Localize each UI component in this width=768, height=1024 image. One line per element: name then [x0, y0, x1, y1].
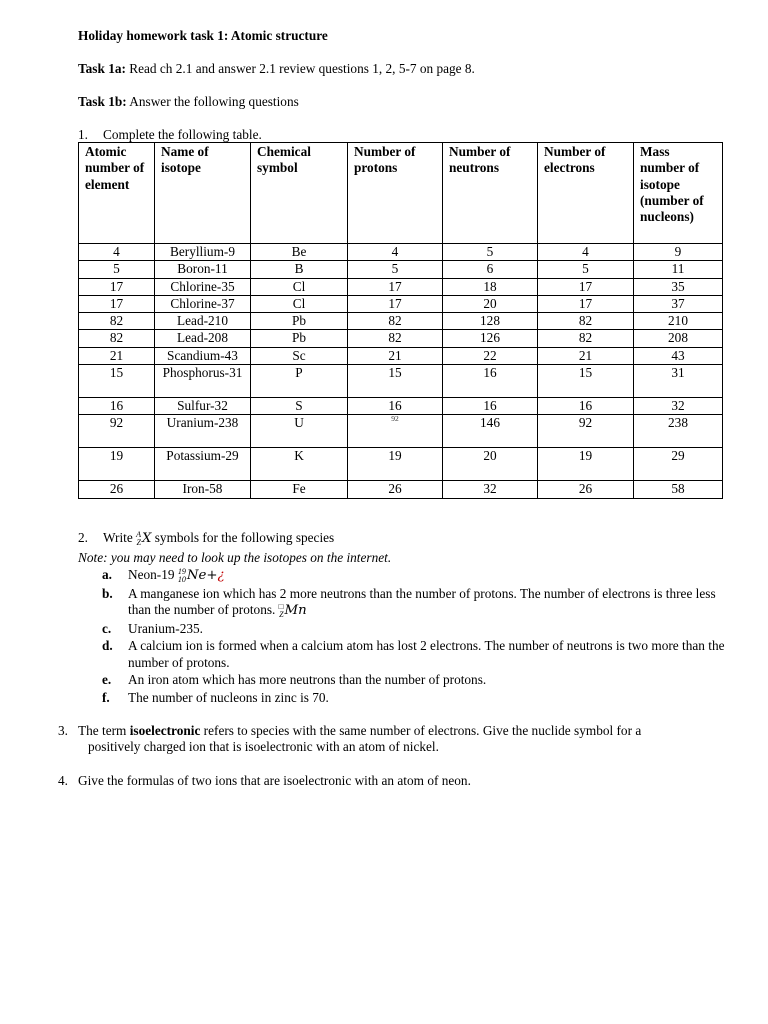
task-1b-text: Answer the following questions	[126, 94, 299, 109]
cell-protons: 16	[348, 398, 443, 415]
cell-neutrons: 22	[443, 347, 538, 364]
table-row	[79, 278, 723, 295]
question-4	[58, 773, 471, 789]
cell-neutrons: 20	[443, 448, 538, 481]
cell-chemical-symbol: U	[251, 415, 348, 448]
cell-isotope-name: Scandium-43	[155, 347, 251, 364]
question-2-note: Note: you may need to look up the isotopes on the internet.	[78, 550, 392, 565]
cell-mass-number: 210	[634, 313, 723, 330]
cell-electrons: 17	[538, 278, 634, 295]
atomic-number-symbol: Z	[136, 537, 141, 547]
cell-atomic-number: 4	[79, 244, 155, 261]
cell-atomic-number: 82	[79, 330, 155, 347]
manganese-nuclide-numbers	[279, 603, 284, 619]
part-b-label: b.	[102, 585, 113, 601]
cell-mass-number: 43	[634, 347, 723, 364]
cell-isotope-name: Iron-58	[155, 481, 251, 498]
cell-atomic-number: 19	[79, 448, 155, 481]
cell-atomic-number: 92	[79, 415, 155, 448]
cell-electrons: 92	[538, 415, 634, 448]
question-3	[58, 723, 726, 755]
cell-chemical-symbol: Pb	[251, 313, 348, 330]
neon-charge: +	[206, 568, 218, 583]
cell-mass-number: 238	[634, 415, 723, 448]
cell-mass-number: 35	[634, 278, 723, 295]
cell-isotope-name: Phosphorus-31	[155, 365, 251, 398]
cell-atomic-number: 5	[79, 261, 155, 278]
question-3-term: isoelectronic	[129, 723, 201, 738]
cell-neutrons: 20	[443, 295, 538, 312]
cell-isotope-name: Sulfur-32	[155, 398, 251, 415]
table-row	[79, 295, 723, 312]
cell-chemical-symbol: Cl	[251, 278, 348, 295]
table-row	[79, 398, 723, 415]
cell-neutrons: 16	[443, 398, 538, 415]
part-f	[102, 689, 728, 707]
cell-isotope-name: Chlorine-35	[155, 278, 251, 295]
question-2	[78, 530, 334, 547]
header-isotope-name: Name of isotope	[155, 143, 251, 244]
cell-electrons: 15	[538, 365, 634, 398]
cell-mass-number: 208	[634, 330, 723, 347]
cell-isotope-name: Chlorine-37	[155, 295, 251, 312]
table-row	[79, 261, 723, 278]
part-d-text: A calcium ion is formed when a calcium atom has lost 2 electrons. The number of neutrons is two more than the number of protons.	[128, 638, 725, 670]
part-c-text: Uranium-235.	[128, 620, 203, 636]
cell-mass-number: 31	[634, 365, 723, 398]
cell-electrons: 82	[538, 313, 634, 330]
part-b-text: A manganese ion which has 2 more neutrons than the number of protons. The number of electrons is three less than the number of protons.	[128, 585, 716, 617]
cell-chemical-symbol: Sc	[251, 347, 348, 364]
part-c	[102, 620, 728, 638]
table-row	[79, 244, 723, 261]
cell-neutrons: 128	[443, 313, 538, 330]
cell-neutrons: 32	[443, 481, 538, 498]
table-row	[79, 313, 723, 330]
table-row	[79, 481, 723, 498]
cell-chemical-symbol: Fe	[251, 481, 348, 498]
cell-electrons: 16	[538, 398, 634, 415]
task-1a-text: Read ch 2.1 and answer 2.1 review questions 1, 2, 5-7 on page 8.	[125, 61, 475, 76]
neon-nuclide-numbers	[178, 568, 186, 584]
cell-electrons: 17	[538, 295, 634, 312]
cell-isotope-name: Potassium-29	[155, 448, 251, 481]
cell-protons: 26	[348, 481, 443, 498]
table-row	[79, 448, 723, 481]
part-b	[102, 585, 728, 620]
cell-atomic-number: 26	[79, 481, 155, 498]
cell-neutrons: 16	[443, 365, 538, 398]
cell-electrons: 5	[538, 261, 634, 278]
cell-electrons: 4	[538, 244, 634, 261]
part-a	[102, 566, 728, 585]
cell-atomic-number: 82	[79, 313, 155, 330]
cell-neutrons: 146	[443, 415, 538, 448]
cell-atomic-number: 16	[79, 398, 155, 415]
cell-protons: 5	[348, 261, 443, 278]
cell-neutrons: 5	[443, 244, 538, 261]
cell-chemical-symbol: K	[251, 448, 348, 481]
part-f-label: f.	[102, 689, 110, 705]
question-2-post: symbols for the following species	[151, 530, 335, 545]
header-chemical-symbol: Chemical symbol	[251, 143, 348, 244]
cell-atomic-number: 17	[79, 295, 155, 312]
cell-mass-number: 32	[634, 398, 723, 415]
cell-mass-number: 11	[634, 261, 723, 278]
neon-symbol: Ne	[186, 568, 207, 583]
cell-isotope-name: Lead-210	[155, 313, 251, 330]
neon-atomic-number: 10	[177, 574, 186, 584]
isotope-table	[78, 142, 723, 499]
manganese-symbol: Mn	[284, 603, 307, 618]
table-row	[79, 415, 723, 448]
cell-electrons: 26	[538, 481, 634, 498]
question-4-number: 4.	[58, 773, 68, 788]
header-protons: Number of protons	[348, 143, 443, 244]
cell-mass-number: 37	[634, 295, 723, 312]
question-1-number: 1.	[78, 127, 88, 142]
task-1b-label: Task 1b:	[78, 94, 127, 109]
question-3-post: refers to species with the same number of electrons. Give the nuclide symbol for a	[200, 723, 642, 738]
part-c-label: c.	[102, 620, 112, 636]
cell-electrons: 21	[538, 347, 634, 364]
cell-electrons: 82	[538, 330, 634, 347]
table-row	[79, 347, 723, 364]
cell-neutrons: 18	[443, 278, 538, 295]
cell-electrons: 19	[538, 448, 634, 481]
header-mass-number: Mass number of isotope (number of nucleons)	[634, 143, 723, 244]
cell-isotope-name: Boron-11	[155, 261, 251, 278]
cell-protons: 17	[348, 278, 443, 295]
cell-mass-number: 29	[634, 448, 723, 481]
cell-mass-number: 58	[634, 481, 723, 498]
page-title: Holiday homework task 1: Atomic structure	[78, 28, 328, 43]
task-1b	[78, 94, 299, 110]
header-electrons: Number of electrons	[538, 143, 634, 244]
cell-chemical-symbol: Be	[251, 244, 348, 261]
cell-protons: 21	[348, 347, 443, 364]
cell-protons: 17	[348, 295, 443, 312]
cell-protons: 19	[348, 448, 443, 481]
table-row	[79, 330, 723, 347]
nuclide-notation-icon	[136, 531, 141, 547]
answer-placeholder-mark: ¿	[217, 568, 225, 583]
question-3-pre: The term	[78, 723, 130, 738]
cell-atomic-number: 15	[79, 365, 155, 398]
cell-isotope-name: Beryllium-9	[155, 244, 251, 261]
question-3-number: 3.	[58, 723, 68, 738]
table-row	[79, 365, 723, 398]
part-a-text: Neon-19	[128, 567, 178, 582]
part-e	[102, 672, 728, 689]
part-e-text: An iron atom which has more neutrons than the number of protons.	[128, 672, 487, 687]
cell-isotope-name: Lead-208	[155, 330, 251, 347]
cell-chemical-symbol: S	[251, 398, 348, 415]
cell-protons: 4	[348, 244, 443, 261]
cell-protons: 82	[348, 330, 443, 347]
part-d-label: d.	[102, 638, 113, 653]
task-1a	[78, 61, 475, 77]
cell-protons-small-text: 92	[391, 414, 399, 424]
question-1	[78, 127, 262, 143]
question-2-pre: Write	[103, 530, 137, 545]
cell-atomic-number: 17	[79, 278, 155, 295]
task-1a-label: Task 1a:	[78, 61, 126, 76]
part-a-label: a.	[102, 567, 112, 582]
element-symbol-x: X	[141, 531, 152, 546]
question-1-text: Complete the following table.	[103, 127, 262, 142]
cell-protons: 15	[348, 365, 443, 398]
cell-chemical-symbol: Cl	[251, 295, 348, 312]
part-f-text: The number of nucleons in zinc is 70.	[128, 689, 329, 705]
cell-protons: 82	[348, 313, 443, 330]
cell-chemical-symbol: Pb	[251, 330, 348, 347]
header-neutrons: Number of neutrons	[443, 143, 538, 244]
part-e-label: e.	[102, 672, 112, 687]
cell-isotope-name: Uranium-238	[155, 415, 251, 448]
cell-atomic-number: 21	[79, 347, 155, 364]
header-atomic-number: Atomic number of element	[79, 143, 155, 244]
manganese-atomic-number: Z	[279, 609, 284, 619]
mass-number-symbol: A	[136, 529, 141, 539]
manganese-mass-placeholder: □	[278, 601, 284, 611]
cell-neutrons: 6	[443, 261, 538, 278]
table-header-row	[79, 143, 723, 244]
cell-chemical-symbol: P	[251, 365, 348, 398]
part-d	[102, 638, 728, 671]
question-2-number: 2.	[78, 530, 88, 545]
question-4-text: Give the formulas of two ions that are isoelectronic with an atom of neon.	[78, 773, 471, 788]
cell-chemical-symbol: B	[251, 261, 348, 278]
cell-mass-number: 9	[634, 244, 723, 261]
question-3-continuation: positively charged ion that is isoelectronic with an atom of nickel.	[88, 739, 439, 754]
neon-mass-number: 19	[177, 566, 186, 576]
question-2-parts	[102, 566, 728, 707]
cell-neutrons: 126	[443, 330, 538, 347]
cell-protons	[348, 415, 443, 448]
